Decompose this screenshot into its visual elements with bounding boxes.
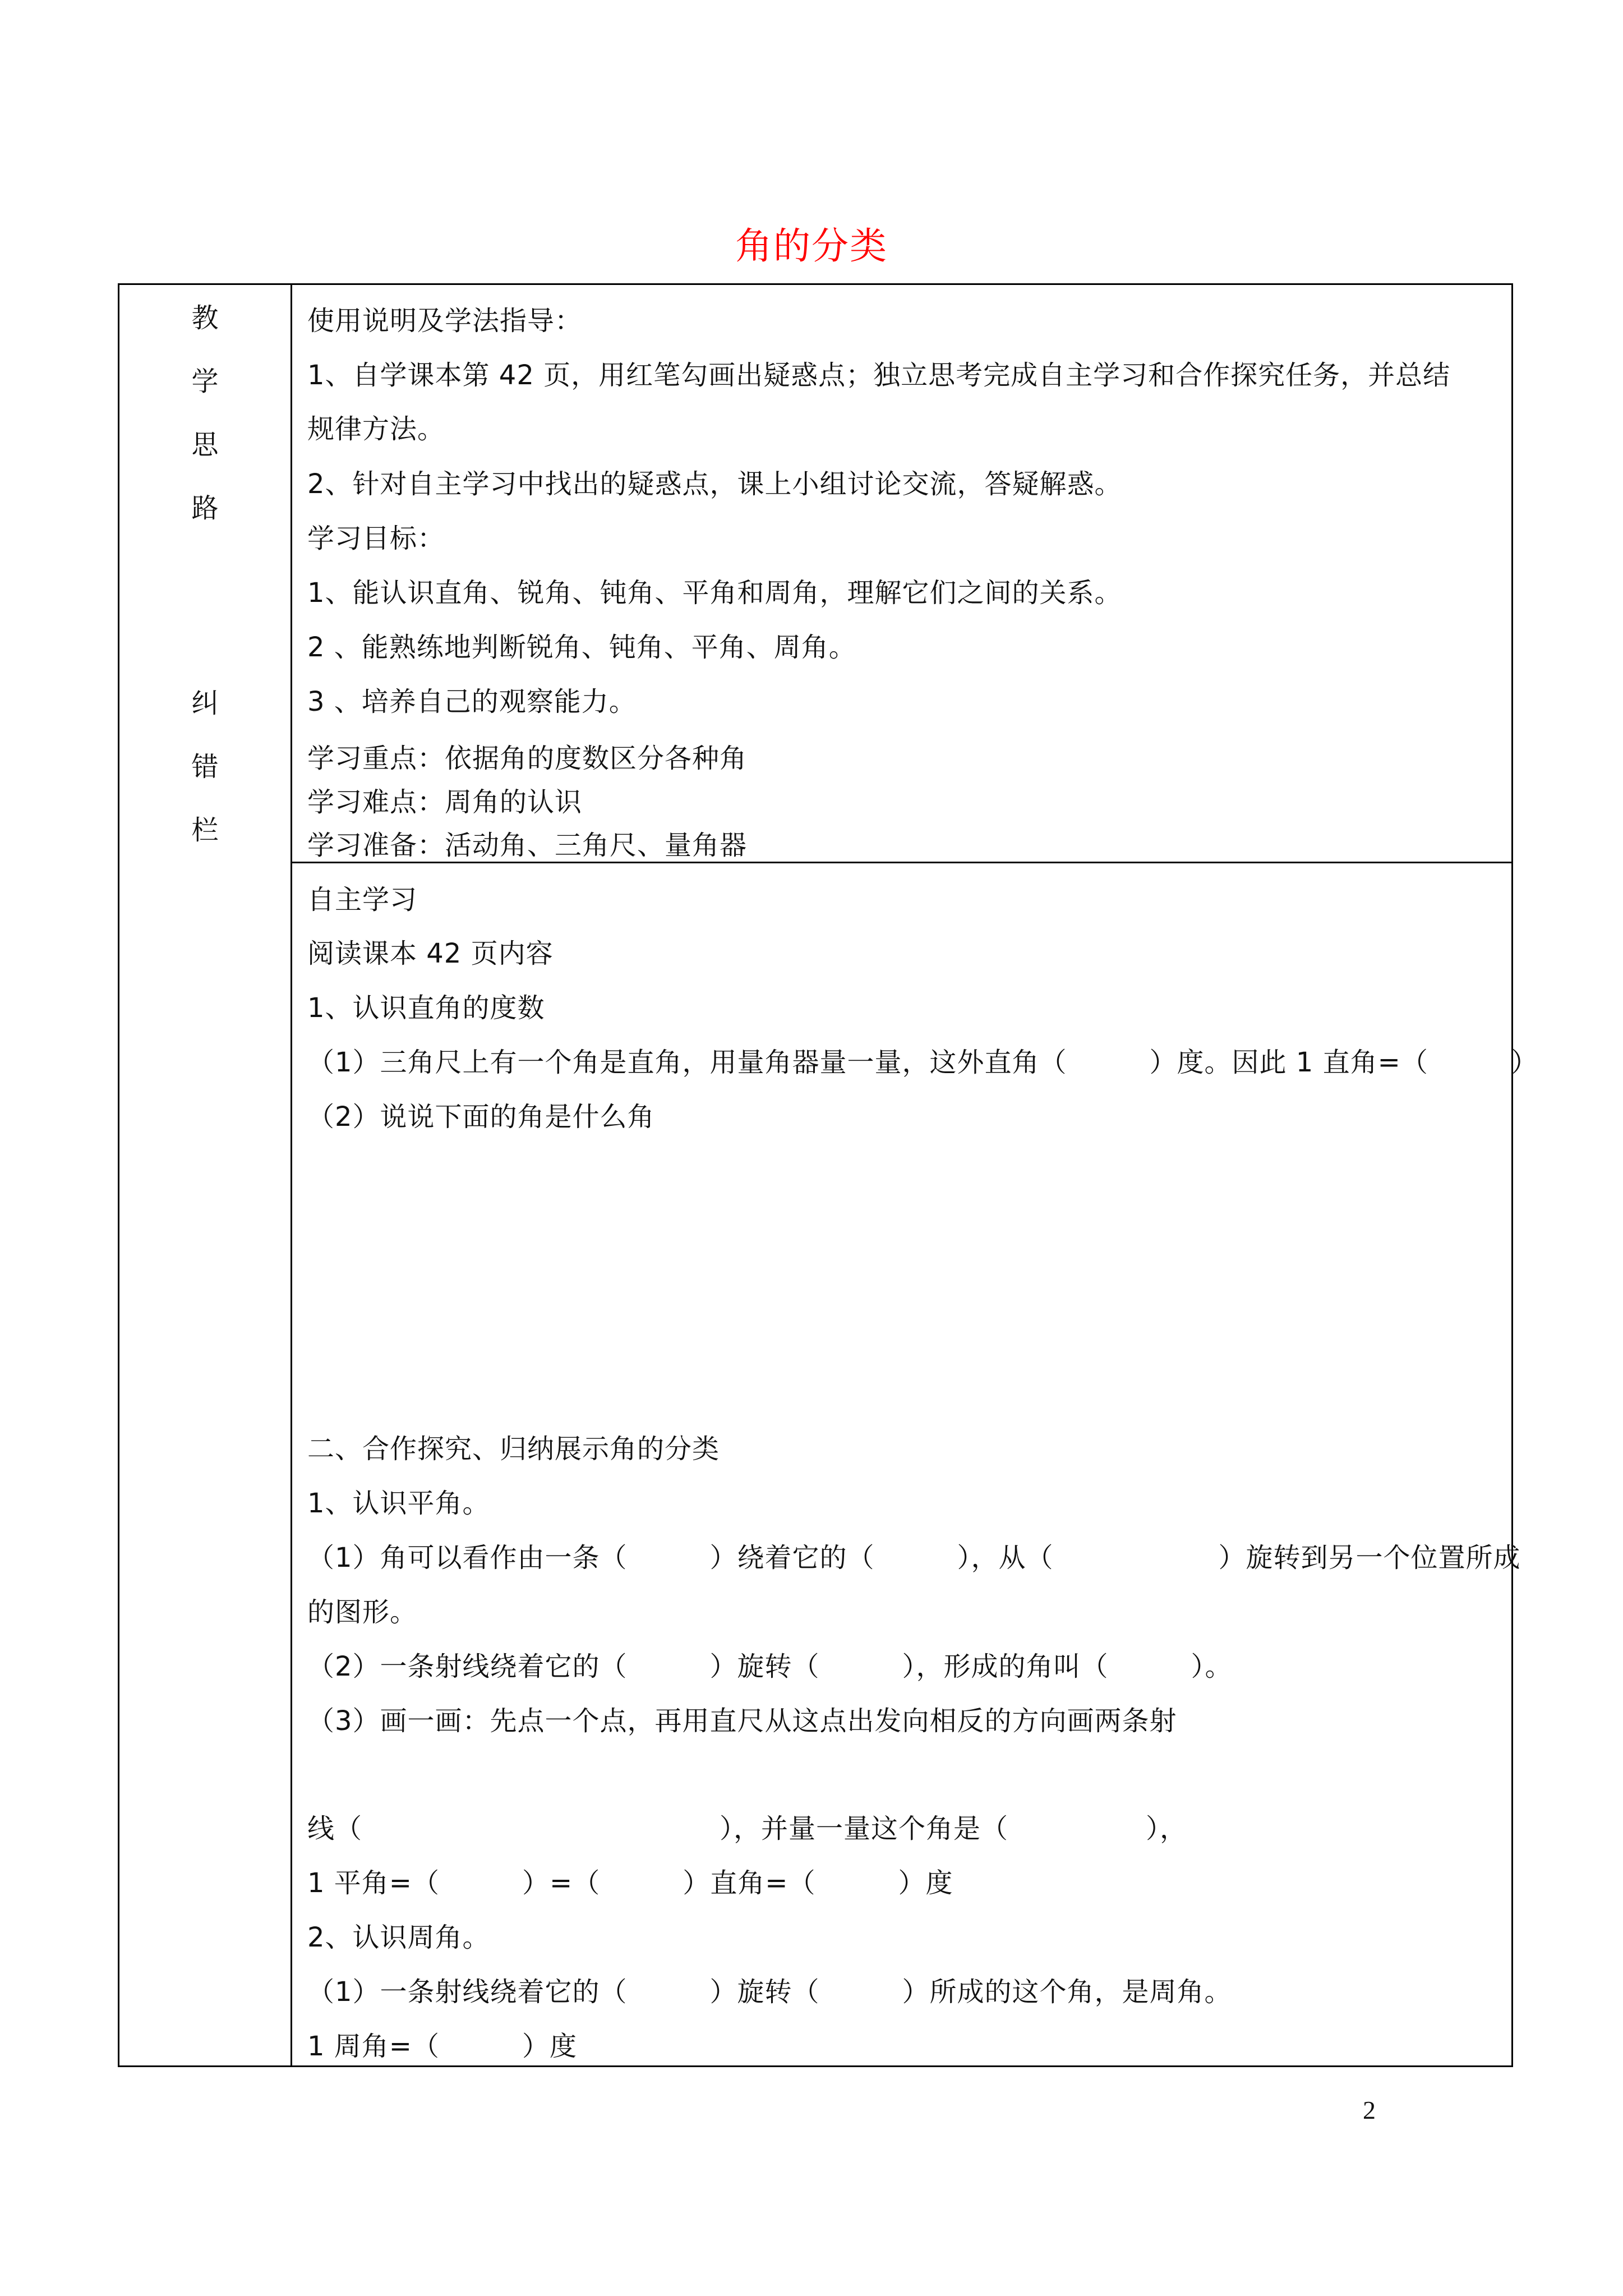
difficulty-line: 学习难点：周角的认识 [307,786,583,818]
objective-line: 2 、能熟练地判断锐角、钝角、平角、周角。 [307,632,856,663]
reading-line: 阅读课本 42 页内容 [307,938,554,969]
question-line: 1 周角=（ ）度 [307,2031,578,2062]
question-line: 1 平角=（ ）=（ ）直角=（ ）度 [307,1867,953,1899]
side-label-char: 学 [191,366,219,397]
side-label-char: 思 [191,429,219,461]
side-label-char: 纠 [191,688,219,719]
instruction-line: 规律方法。 [307,413,445,445]
objective-line: 1、能认识直角、锐角、钝角、平角和周角，理解它们之间的关系。 [307,577,1122,609]
question-heading: 1、认识平角。 [307,1488,490,1519]
key-point-line: 学习重点：依据角的度数区分各种角 [307,743,748,774]
objectives-heading: 学习目标： [307,523,445,554]
side-label-char: 错 [191,751,219,783]
exploration-heading: 二、合作探究、归纳展示角的分类 [307,1433,720,1465]
lesson-table [118,283,1538,2067]
question-heading: 1、认识直角的度数 [307,992,545,1024]
instruction-line: 1、自学课本第 42 页，用红笔勾画出疑惑点；独立思考完成自主学习和合作探究任务，并总结 [307,360,1451,391]
question-line: （2）说说下面的角是什么角 [307,1101,655,1133]
objective-line: 3 、培养自己的观察能力。 [307,686,637,717]
question-line: （1）角可以看作由一条（ ）绕着它的（ ），从（ ）旋转到另一个位置所成 [307,1542,1521,1573]
self-study-heading: 自主学习 [307,884,418,915]
question-line: （1）一条射线绕着它的（ ）旋转（ ）所成的这个角，是周角。 [307,1976,1232,2008]
question-line: 线（ ），并量一量这个角是（ ）， [307,1813,1188,1844]
question-heading: 2、认识周角。 [307,1922,490,1953]
question-line: （1）三角尺上有一个角是直角，用量角器量一量，这外直角（ ）度。因此 1 直角=（ ） [307,1047,1538,1078]
side-label-char: 教 [191,302,219,334]
question-line: 的图形。 [307,1596,418,1628]
document-title: 角的分类 [735,224,888,268]
question-line: （2）一条射线绕着它的（ ）旋转（ ），形成的角叫（ ）。 [307,1651,1233,1682]
instruction-line: 2、针对自主学习中找出的疑惑点，课上小组讨论交流，答疑解惑。 [307,468,1122,500]
side-label-char: 栏 [191,815,219,846]
preparation-line: 学习准备：活动角、三角尺、量角器 [307,830,748,861]
question-line: （3）画一画：先点一个点，再用直尺从这点出发向相反的方向画两条射 [307,1705,1177,1737]
usage-instructions-heading: 使用说明及学法指导： [307,305,583,337]
page-number: 2 [1363,2096,1376,2124]
side-label-char: 路 [191,493,219,524]
column-divider [291,285,292,2065]
